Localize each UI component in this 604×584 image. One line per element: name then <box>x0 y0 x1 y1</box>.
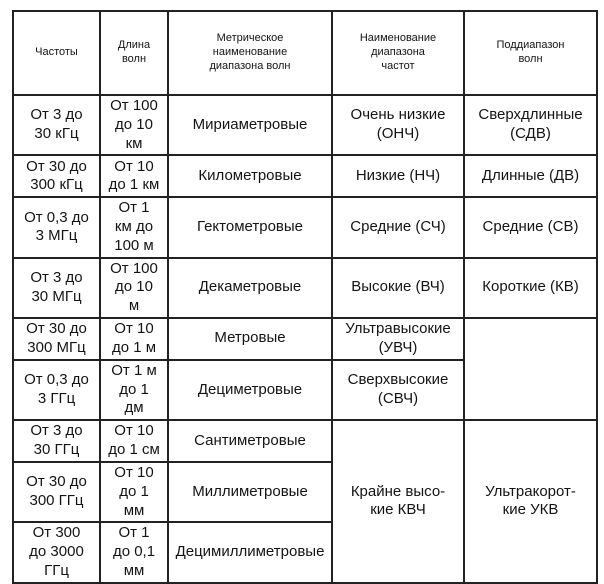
wavelength-cell: От 1 до 0,1 мм <box>100 522 168 582</box>
metric-name-cell: Гектометровые <box>168 197 332 257</box>
wavelength-cell: От 1 км до 100 м <box>100 197 168 257</box>
wavelength-cell: От 10 до 1 м <box>100 318 168 360</box>
wavelength-cell: От 1 м до 1 дм <box>100 360 168 420</box>
frequency-cell: От 0,3 до 3 МГц <box>13 197 100 257</box>
header-band-name: Наименование диапазона частот <box>332 11 464 95</box>
subband-cell: Сверхдлинные (СДВ) <box>464 95 597 155</box>
table-row <box>13 258 597 318</box>
metric-name-cell: Мириаметровые <box>168 95 332 155</box>
subband-cell-empty <box>464 318 597 420</box>
band-name-cell: Сверхвысокие (СВЧ) <box>332 360 464 420</box>
header-frequencies: Частоты <box>13 11 100 95</box>
wavelength-cell: От 10 до 1 мм <box>100 462 168 522</box>
header-metric-name: Метрическое наименование диапазона волн <box>168 11 332 95</box>
metric-name-cell: Километровые <box>168 155 332 197</box>
table-row <box>13 155 597 197</box>
band-name-cell: Средние (СЧ) <box>332 197 464 257</box>
frequency-cell: От 30 до 300 МГц <box>13 318 100 360</box>
band-name-cell: Ультравысокие (УВЧ) <box>332 318 464 360</box>
header-subband: Поддиапазон волн <box>464 11 597 95</box>
metric-name-cell: Децимиллиметровые <box>168 522 332 582</box>
subband-cell-merged: Ультракорот- кие УКВ <box>464 420 597 583</box>
wavelength-cell: От 10 до 1 см <box>100 420 168 462</box>
metric-name-cell: Сантиметровые <box>168 420 332 462</box>
header-wavelength: Длина волн <box>100 11 168 95</box>
table-row <box>13 318 597 360</box>
band-name-cell: Очень низкие (ОНЧ) <box>332 95 464 155</box>
frequency-cell: От 3 до 30 МГц <box>13 258 100 318</box>
frequency-cell: От 3 до 30 ГГц <box>13 420 100 462</box>
wavelength-cell: От 10 до 1 км <box>100 155 168 197</box>
metric-name-cell: Миллиметровые <box>168 462 332 522</box>
frequency-cell: От 0,3 до 3 ГГц <box>13 360 100 420</box>
metric-name-cell: Метровые <box>168 318 332 360</box>
subband-cell: Средние (СВ) <box>464 197 597 257</box>
table-row <box>13 420 597 462</box>
wavelength-cell: От 100 до 10 м <box>100 258 168 318</box>
metric-name-cell: Декаметровые <box>168 258 332 318</box>
table-row <box>13 95 597 155</box>
frequency-cell: От 30 до 300 ГГц <box>13 462 100 522</box>
wavelength-cell: От 100 до 10 км <box>100 95 168 155</box>
frequency-cell: От 30 до 300 кГц <box>13 155 100 197</box>
frequency-cell: От 3 до 30 кГц <box>13 95 100 155</box>
subband-cell: Длинные (ДВ) <box>464 155 597 197</box>
band-name-cell: Высокие (ВЧ) <box>332 258 464 318</box>
subband-cell: Короткие (КВ) <box>464 258 597 318</box>
band-name-cell: Низкие (НЧ) <box>332 155 464 197</box>
metric-name-cell: Дециметровые <box>168 360 332 420</box>
frequency-band-table <box>12 10 598 584</box>
table-row <box>13 197 597 257</box>
table-header-row <box>13 11 597 95</box>
band-name-cell-merged: Крайне высо- кие КВЧ <box>332 420 464 583</box>
frequency-cell: От 300 до 3000 ГГц <box>13 522 100 582</box>
